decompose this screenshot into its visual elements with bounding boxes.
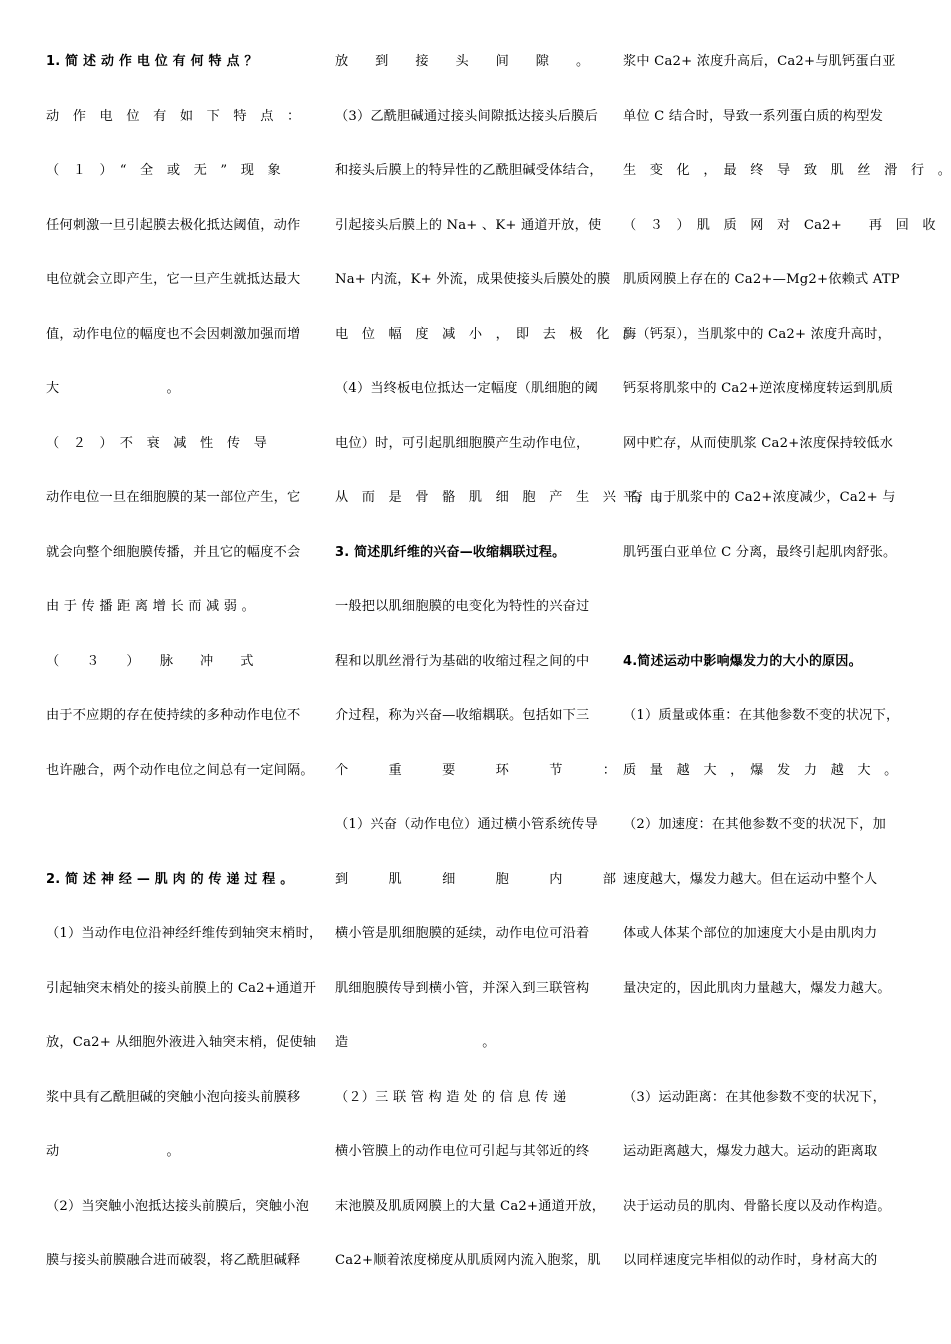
text-line: 动 作 电 位 有 如 下 特 点 ： — [46, 108, 301, 124]
text-line: 以同样速度完毕相似的动作时，身材高大的 — [623, 1253, 878, 1268]
text-line: 放 到 接 头 间 隙 。 — [335, 54, 590, 69]
text-line — [623, 1031, 905, 1086]
text-line: 值，动作电位的幅度也不会因刺激加强而增 — [46, 326, 301, 342]
text-line: 浆中具有乙酰胆碱的突触小泡向接头前膜移 — [46, 1089, 301, 1105]
text-line: 酶（钙泵），当肌浆中的 Ca2+ 浓度升高时， — [623, 326, 891, 342]
text-line — [46, 813, 328, 868]
text-line: 任何刺激一旦引起膜去极化抵达阈值，动作 — [46, 217, 301, 233]
text-line: Na+ 内流，K+ 外流，成果使接头后膜处的膜 — [335, 272, 611, 287]
text-line: （2）当突触小泡抵达接头前膜后，突触小泡 — [46, 1198, 309, 1214]
text-line — [623, 595, 905, 650]
text-line: （ ３ ） 肌 质 网 对 Ca2+ 再 回 收 — [623, 217, 936, 233]
text-line: （ １ ） “ 全 或 无 ” 现 象 — [46, 163, 281, 178]
text-line: （２）三 联 管 构 造 处 的 信 息 传 递 — [335, 1089, 567, 1105]
text-line: 就会向整个细胞膜传播，并且它的幅度不会 — [46, 544, 301, 560]
section-heading: 2. 简 述 神 经 — 肌 肉 的 传 递 过 程 。 — [46, 871, 294, 887]
text-line: 膜与接头前膜融合进而破裂，将乙酰胆碱释 — [46, 1253, 301, 1268]
text-line: （3）运动距离：在其他参数不变的状况下， — [623, 1089, 886, 1105]
text-line: 动作电位一旦在细胞膜的某一部位产生，它 — [46, 490, 301, 505]
text-line: （2）加速度：在其他参数不变的状况下，加 — [623, 817, 886, 832]
text-column-1 — [46, 50, 328, 1304]
text-line: 速度越大，爆发力越大。但在运动中整个人 — [623, 871, 878, 887]
text-column-3 — [623, 50, 951, 1304]
text-line: 量决定的，因此肌肉力量越大，爆发力越大。 — [623, 980, 891, 996]
text-line: 电位就会立即产生，它一旦产生就抵达最大 — [46, 272, 301, 287]
text-line: （ ３ ） 脉 冲 式 — [46, 653, 254, 669]
text-line: （1）兴奋（动作电位）通过横小管系统传导 — [335, 817, 598, 832]
text-line: （3）乙酰胆碱通过接头间隙抵达接头后膜后 — [335, 108, 598, 124]
section-heading: 4.简述运动中影响爆发力的大小的原因。 — [623, 653, 862, 669]
text-line: 也许融合，两个动作电位之间总有一定间隔。 — [46, 762, 314, 778]
text-line: 程和以肌丝滑行为基础的收缩过程之间的中 — [335, 653, 590, 669]
text-line: 从 而 是 骨 骼 肌 细 胞 产 生 兴 奋 。 — [335, 490, 670, 505]
text-column-2 — [335, 50, 670, 1304]
text-line: 放，Ca2+ 从细胞外液进入轴突末梢，促使轴 — [46, 1035, 317, 1050]
text-line: 个 重 要 环 节 ： — [335, 762, 617, 778]
text-line: 到 肌 细 胞 内 部 — [335, 871, 617, 887]
text-line: 横小管膜上的动作电位可引起与其邻近的终 — [335, 1144, 590, 1159]
text-line: 横小管是肌细胞膜的延续，动作电位可沿着 — [335, 926, 590, 941]
text-line: 引起轴突末梢处的接头前膜上的 Ca2+通道开 — [46, 980, 317, 996]
text-line: 运动距离越大，爆发力越大。运动的距离取 — [623, 1144, 878, 1159]
text-line: 浆中 Ca2+ 浓度升高后，Ca2+与肌钙蛋白亚 — [623, 54, 896, 69]
text-line: 决于运动员的肌肉、骨骼长度以及动作构造。 — [623, 1198, 891, 1214]
text-line: 体或人体某个部位的加速度大小是由肌肉力 — [623, 926, 878, 941]
text-line: 造 。 — [335, 1035, 496, 1050]
text-line: 电 位 幅 度 减 小 ， 即 去 极 化 。 — [335, 326, 637, 342]
text-line: 和接头后膜上的特异性的乙酰胆碱受体结合， — [335, 163, 603, 178]
text-line: 肌钙蛋白亚单位 C 分离，最终引起肌肉舒张。 — [623, 544, 897, 560]
text-line: 大 。 — [46, 381, 180, 396]
text-line: 平，由于肌浆中的 Ca2+浓度减少，Ca2+ 与 — [623, 490, 896, 505]
section-heading: 3. 简述肌纤维的兴奋—收缩耦联过程。 — [335, 544, 566, 560]
text-line: 引起接头后膜上的 Na+ 、K+ 通道开放，使 — [335, 217, 602, 233]
text-line: 钙泵将肌浆中的 Ca2+逆浓度梯度转运到肌质 — [623, 381, 894, 396]
text-line: 末池膜及肌质网膜上的大量 Ca2+通道开放， — [335, 1198, 606, 1214]
text-line: （1）当动作电位沿神经纤维传到轴突末梢时， — [46, 926, 323, 941]
text-line: 动 。 — [46, 1144, 180, 1159]
text-line: （4）当终板电位抵达一定幅度（肌细胞的阈 — [335, 381, 598, 396]
text-line: （1）质量或体重：在其他参数不变的状况下， — [623, 708, 900, 723]
text-line: 肌质网膜上存在的 Ca2+—Mg2+依赖式 ATP — [623, 272, 900, 287]
text-line: （ ２ ） 不 衰 减 性 传 导 — [46, 435, 267, 451]
section-heading: 1. 简 述 动 作 电 位 有 何 特 点 ？ — [46, 54, 258, 69]
text-line: Ca2+顺着浓度梯度从肌质网内流入胞浆，肌 — [335, 1253, 601, 1268]
text-line: 单位 C 结合时，导致一系列蛋白质的构型发 — [623, 108, 884, 124]
text-line: 质 量 越 大 ， 爆 发 力 越 大 。 — [623, 762, 898, 778]
text-line: 生 变 化 ， 最 终 导 致 肌 丝 滑 行 。 — [623, 163, 951, 178]
text-line: 由 于 传 播 距 离 增 长 而 减 弱 。 — [46, 599, 255, 614]
text-line: 一般把以肌细胞膜的电变化为特性的兴奋过 — [335, 599, 590, 614]
text-line: 网中贮存，从而使肌浆 Ca2+浓度保持较低水 — [623, 435, 894, 451]
text-line: 由于不应期的存在使持续的多种动作电位不 — [46, 708, 301, 723]
text-line: 介过程，称为兴奋—收缩耦联。包括如下三 — [335, 708, 590, 723]
text-line: 电位）时，可引起肌细胞膜产生动作电位， — [335, 435, 590, 451]
text-line: 肌细胞膜传导到横小管，并深入到三联管构 — [335, 980, 590, 996]
